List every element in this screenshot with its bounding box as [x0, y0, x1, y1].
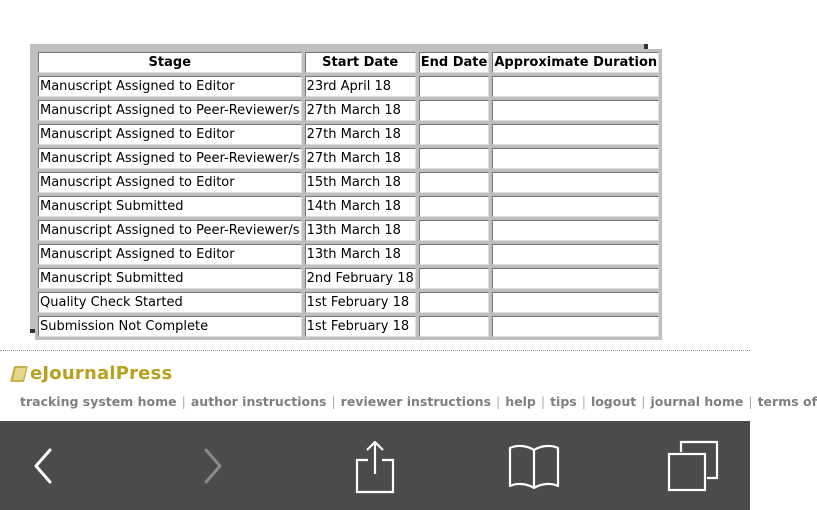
bookmarks-icon	[508, 442, 560, 490]
cell-start-date: 23rd April 18	[305, 76, 416, 97]
cell-start-date: 14th March 18	[305, 196, 416, 217]
footer-link[interactable]: author instructions	[190, 394, 327, 409]
forward-icon	[200, 446, 224, 486]
cell-duration	[492, 100, 659, 121]
footer-link[interactable]: journal home	[650, 394, 744, 409]
cell-end-date	[419, 124, 490, 145]
cell-stage: Manuscript Submitted	[38, 268, 302, 289]
footer-nav	[20, 392, 817, 412]
header-approximate-duration: Approximate Duration	[492, 52, 659, 73]
cell-stage: Manuscript Assigned to Peer-Reviewer/s	[38, 100, 302, 121]
cell-end-date	[419, 100, 490, 121]
cell-end-date	[419, 268, 490, 289]
table-row	[38, 124, 659, 145]
footer-link[interactable]: reviewer instructions	[340, 394, 492, 409]
cell-end-date	[419, 244, 490, 265]
footer-separator: |	[581, 394, 586, 409]
forward-button[interactable]	[188, 421, 236, 510]
table-row	[38, 244, 659, 265]
table-row	[38, 76, 659, 97]
cell-stage: Quality Check Started	[38, 292, 302, 313]
footer-separator: |	[540, 394, 546, 409]
table-row	[38, 268, 659, 289]
footer-separator: |	[331, 394, 336, 409]
table-row	[38, 292, 659, 313]
table-row	[38, 148, 659, 169]
cell-duration	[492, 172, 659, 193]
table-row	[38, 220, 659, 241]
table-row	[38, 100, 659, 121]
footer-link[interactable]: terms of	[757, 394, 817, 409]
cell-start-date: 15th March 18	[305, 172, 416, 193]
cell-start-date: 1st February 18	[305, 292, 416, 313]
cell-start-date: 2nd February 18	[305, 268, 416, 289]
back-button[interactable]	[20, 421, 68, 510]
cell-stage: Manuscript Submitted	[38, 196, 302, 217]
logo-text: eJournalPress	[30, 363, 173, 384]
cell-start-date: 13th March 18	[305, 244, 416, 265]
footer-link[interactable]: tips	[550, 394, 577, 409]
cell-duration	[492, 124, 659, 145]
cell-duration	[492, 220, 659, 241]
cell-start-date: 1st February 18	[305, 316, 416, 337]
table-row	[38, 196, 659, 217]
footer-separator: |	[641, 394, 646, 409]
cell-end-date	[419, 196, 490, 217]
footer-link[interactable]: tracking system home	[20, 394, 177, 409]
cell-end-date	[419, 76, 490, 97]
cell-duration	[492, 148, 659, 169]
cell-stage: Manuscript Assigned to Editor	[38, 76, 302, 97]
history-table-frame	[30, 44, 658, 334]
footer-separator: |	[181, 394, 186, 409]
footer-link[interactable]: help	[505, 394, 536, 409]
cell-duration	[492, 244, 659, 265]
cell-start-date: 27th March 18	[305, 148, 416, 169]
cell-stage: Manuscript Assigned to Editor	[38, 124, 302, 145]
cell-duration	[492, 292, 659, 313]
table-row	[38, 316, 659, 337]
footer-separator: |	[496, 394, 501, 409]
cell-stage: Manuscript Assigned to Peer-Reviewer/s	[38, 148, 302, 169]
cell-stage: Submission Not Complete	[38, 316, 302, 337]
browser-toolbar	[0, 421, 750, 510]
cell-stage: Manuscript Assigned to Editor	[38, 172, 302, 193]
header-stage: Stage	[38, 52, 302, 73]
logo-mark-icon	[8, 364, 30, 384]
bookmarks-button[interactable]	[506, 421, 562, 510]
cell-end-date	[419, 292, 490, 313]
table-header-row	[38, 52, 659, 73]
tabs-button[interactable]	[664, 421, 722, 510]
history-table	[35, 49, 662, 340]
footer-link[interactable]: logout	[590, 394, 637, 409]
footer-separator: |	[748, 394, 753, 409]
cell-duration	[492, 316, 659, 337]
cell-stage: Manuscript Assigned to Peer-Reviewer/s	[38, 220, 302, 241]
cell-stage: Manuscript Assigned to Editor	[38, 244, 302, 265]
cell-start-date: 13th March 18	[305, 220, 416, 241]
share-icon	[355, 438, 395, 494]
cell-duration	[492, 268, 659, 289]
cell-end-date	[419, 316, 490, 337]
table-row	[38, 172, 659, 193]
tabs-icon	[667, 440, 719, 492]
cell-end-date	[419, 172, 490, 193]
cell-start-date: 27th March 18	[305, 124, 416, 145]
header-start-date: Start Date	[305, 52, 416, 73]
footer-divider	[0, 350, 750, 351]
header-end-date: End Date	[419, 52, 490, 73]
cell-duration	[492, 76, 659, 97]
cell-start-date: 27th March 18	[305, 100, 416, 121]
share-button[interactable]	[348, 421, 402, 510]
back-icon	[32, 446, 56, 486]
cell-end-date	[419, 220, 490, 241]
cell-duration	[492, 196, 659, 217]
cell-end-date	[419, 148, 490, 169]
